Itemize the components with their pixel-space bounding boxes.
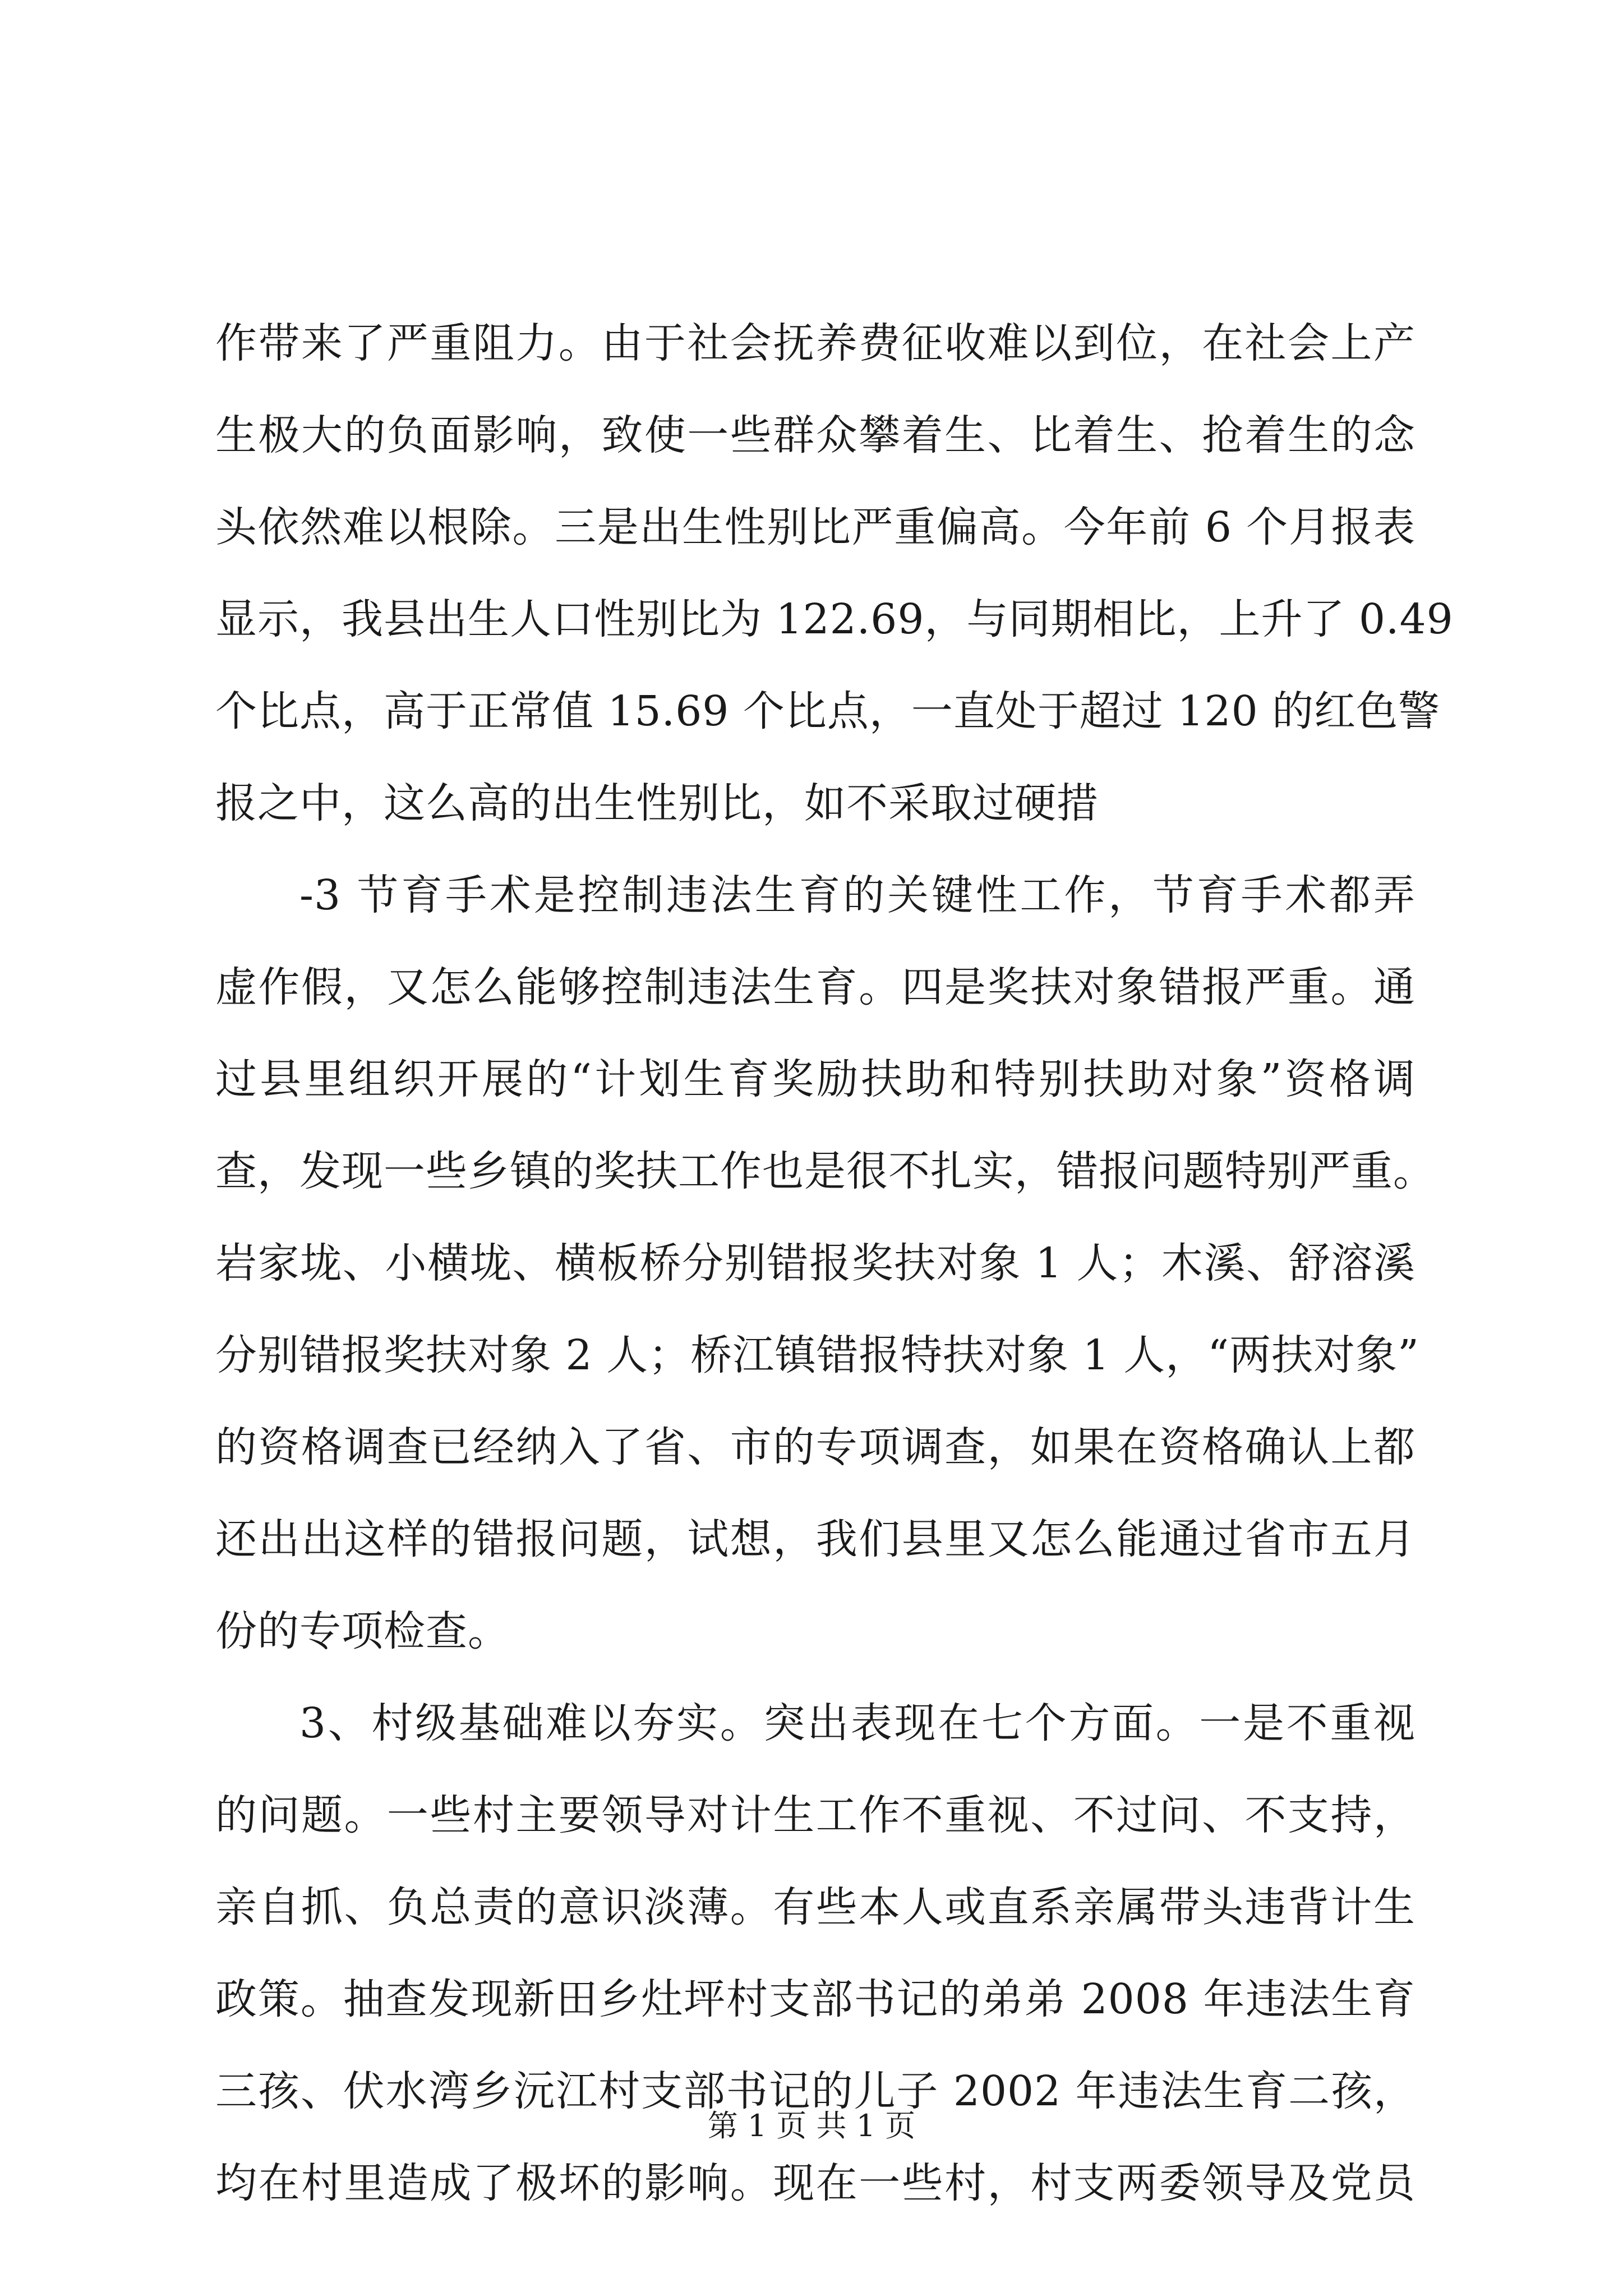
text-line: 岩家垅、小横垅、横板桥分别错报奖扶对象 1 人；木溪、舒溶溪	[215, 1239, 1415, 1287]
text-line: 均在村里造成了极坏的影响。现在一些村，村支两委领导及党员	[215, 2159, 1415, 2207]
text-line: 查，发现一些乡镇的奖扶工作也是很不扎实，错报问题特别严重。	[215, 1147, 1435, 1195]
text-line: 3、村级基础难以夯实。突出表现在七个方面。一是不重视	[299, 1699, 1415, 1747]
text-line: 显示，我县出生人口性别比为 122.69，与同期相比，上升了 0.49	[215, 595, 1454, 643]
text-line: 三孩、伏水湾乡沅江村支部书记的儿子 2002 年违法生育二孩，	[215, 2067, 1415, 2115]
text-line: 亲自抓、负总责的意识淡薄。有些本人或直系亲属带头违背计生	[215, 1883, 1415, 1931]
text-line: 作带来了严重阻力。由于社会抚养费征收难以到位，在社会上产	[215, 319, 1415, 367]
text-line: 政策。抽查发现新田乡灶坪村支部书记的弟弟 2008 年违法生育	[215, 1975, 1415, 2023]
text-line: -3 节育手术是控制违法生育的关键性工作，节育手术都弄	[299, 871, 1415, 919]
text-line: 报之中，这么高的出生性别比，如不采取过硬措	[215, 779, 1099, 827]
text-line: 个比点，高于正常值 15.69 个比点，一直处于超过 120 的红色警	[215, 687, 1441, 735]
text-line: 生极大的负面影响，致使一些群众攀着生、比着生、抢着生的念	[215, 411, 1415, 459]
text-line: 过县里组织开展的“计划生育奖励扶助和特别扶助对象”资格调	[215, 1055, 1415, 1103]
text-line: 份的专项检查。	[215, 1607, 510, 1655]
text-line: 还出出这样的错报问题，试想，我们县里又怎么能通过省市五月	[215, 1515, 1415, 1563]
text-line: 分别错报奖扶对象 2 人；桥江镇错报特扶对象 1 人，“两扶对象”	[215, 1331, 1419, 1379]
text-line: 虚作假，又怎么能够控制违法生育。四是奖扶对象错报严重。通	[215, 963, 1415, 1011]
body-text	[215, 297, 1454, 2229]
text-line: 的问题。一些村主要领导对计生工作不重视、不过问、不支持，	[215, 1791, 1415, 1839]
text-line: 的资格调查已经纳入了省、市的专项调查，如果在资格确认上都	[215, 1423, 1415, 1471]
page-number-footer: 第 1 页 共 1 页	[707, 2108, 916, 2143]
text-line: 头依然难以根除。三是出生性别比严重偏高。今年前 6 个月报表	[215, 503, 1415, 551]
